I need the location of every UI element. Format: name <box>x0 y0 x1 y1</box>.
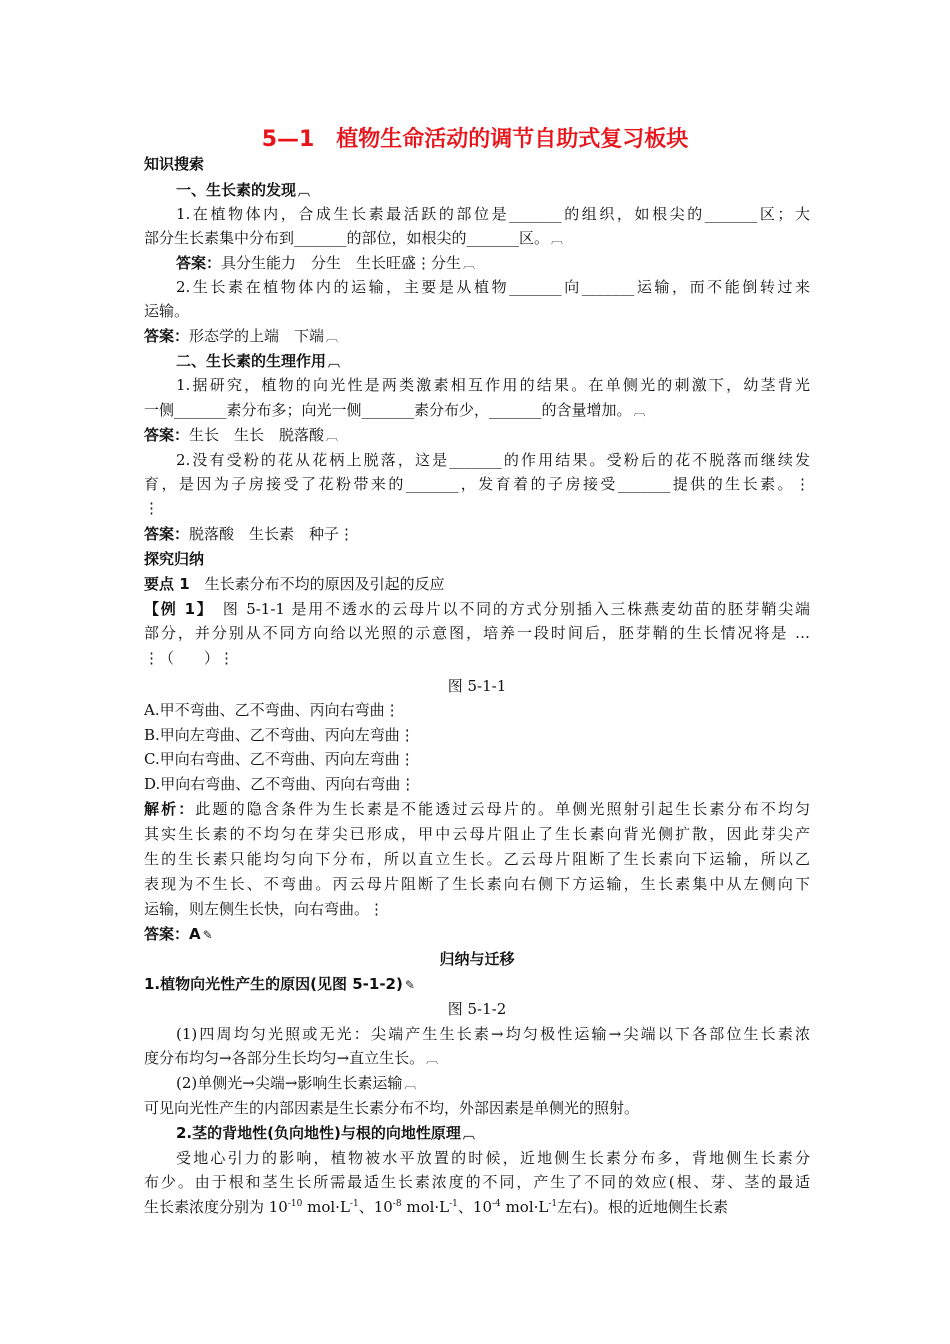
analysis-text: 此题的隐含条件为生长素是不能透过云母片的。单侧光照射引起生长素分布不均匀 <box>195 800 810 818</box>
paragraph-mark-icon: ︹ <box>326 330 339 344</box>
answer-text: 脱落酸 生长素 种子⋮ <box>189 525 355 543</box>
heading-text: 二、生长素的生理作用 <box>176 352 327 370</box>
summary-1-line-1: (1)四周均匀光照或无光：尖端产生生长素→均匀极性运输→尖端以下各部位生长素浓 <box>176 1025 810 1043</box>
answer-4 <box>144 524 810 544</box>
answer-text: 形态学的上端 下端 <box>189 327 325 345</box>
key-point-1 <box>144 574 810 594</box>
answer-label: 答案： <box>144 925 190 943</box>
text-segment: 左右)。根的近地侧生长素 <box>557 1198 728 1216</box>
option-c: C.甲向右弯曲、乙不弯曲、丙向左弯曲⋮ <box>144 750 415 768</box>
answer-1 <box>176 253 810 274</box>
example-1-line-2: 部分，并分别从不同方向给以光照的示意图，培养一段时间后，胚芽鞘的生长情况将是 … <box>144 624 810 642</box>
paragraph-mark-icon: ︹ <box>463 257 476 271</box>
paragraph-mark-icon: ︹ <box>404 1077 417 1091</box>
answer-label: 答案： <box>144 426 190 444</box>
summary-1-line-2 <box>144 1048 810 1069</box>
question-3-line-1: 1.据研究，植物的向光性是两类激素相互作用的结果。在单侧光的刺激下，幼茎背光 <box>176 376 810 394</box>
paragraph-mark-icon: ︹ <box>426 1052 439 1066</box>
answer-3 <box>144 425 810 446</box>
example-1-line-3: ⋮（ ）⋮ <box>144 649 235 667</box>
heading-auxin-function <box>176 351 810 372</box>
paragraph-mark-icon: ︹ <box>326 429 339 443</box>
wave-mark-icon: ✎ <box>202 928 213 942</box>
text-segment: mol·L <box>500 1198 549 1216</box>
summary-2-line-2: 布少。由于根和茎生长所需最适生长素浓度的不同，产生了不同的效应(根、芽、茎的最适 <box>144 1173 810 1191</box>
question-2-line-2: 运输。 <box>144 302 190 320</box>
question-4-line-3: ⋮ <box>144 499 159 517</box>
answer-label: 答案： <box>144 525 190 543</box>
paragraph-mark-icon: ︹ <box>328 355 341 369</box>
summary-text: (2)单侧光→尖端→影响生长素运输 <box>176 1074 403 1092</box>
question-1-line-2 <box>144 228 810 249</box>
analysis-line-2: 其实生长素的不均匀在芽尖已形成，甲中云母片阻止了生长素向背光侧扩散，因此芽尖产 <box>144 825 810 843</box>
summary-heading-2 <box>176 1123 810 1144</box>
text-segment: 、10 <box>358 1198 393 1216</box>
wave-mark-icon: ✎ <box>404 978 415 992</box>
figure-caption-5-1-1: 图 5-1-1 <box>447 677 507 695</box>
answer-2 <box>144 326 810 347</box>
answer-text: 生长 生长 脱落酸 <box>189 426 325 444</box>
exponent: -1 <box>449 1199 458 1209</box>
analysis-line-4: 表现为不生长、不弯曲。丙云母片阻断了生长素向右侧下方运输，生长素集中从左侧向下 <box>144 875 810 893</box>
answer-label: 答案： <box>144 327 190 345</box>
answer-label: 答案： <box>176 254 222 272</box>
summary-2-line-1: 受地心引力的影响，植物被水平放置的时候，近地侧生长素分布多，背地侧生长素分 <box>176 1149 810 1167</box>
answer-text: 具分生能力 分生 生长旺盛⋮分生 <box>221 254 462 272</box>
summary-2-line-3 <box>144 1197 810 1217</box>
option-a: A.甲不弯曲、乙不弯曲、丙向右弯曲⋮ <box>144 701 400 719</box>
question-4-line-1: 2.没有受粉的花从花柄上脱落，这是_______的作用结果。受粉后的花不脱落而继续发 <box>176 451 810 469</box>
example-1-line-1 <box>144 599 810 619</box>
heading-text: 2.茎的背地性(负向地性)与根的向地性原理 <box>176 1124 461 1142</box>
text-segment: 、10 <box>457 1198 493 1216</box>
summary-heading-1 <box>144 974 810 995</box>
key-point-text: 生长素分布不均的原因及引起的反应 <box>189 575 445 593</box>
exponent: -4 <box>492 1199 501 1209</box>
text-segment: mol·L <box>302 1198 350 1216</box>
paragraph-mark-icon: ︹ <box>633 404 646 418</box>
question-3-line-2 <box>144 400 810 421</box>
question-1-text: 部分生长素集中分布到_______的部位，如根尖的_______区。 <box>144 229 550 247</box>
option-b: B.甲向左弯曲、乙不弯曲、丙向左弯曲⋮ <box>144 726 415 744</box>
key-point-label: 要点 1 <box>144 575 190 593</box>
heading-text: 一、生长素的发现 <box>176 181 297 199</box>
example-label: 【例 1】 <box>144 600 207 618</box>
option-d: D.甲向右弯曲、乙不弯曲、丙向右弯曲⋮ <box>144 775 416 793</box>
summary-1-line-4: 可见向光性产生的内部因素是生长素分布不均，外部因素是单侧光的照射。 <box>144 1099 640 1117</box>
exponent: -8 <box>392 1199 402 1209</box>
question-2-line-1: 2.生长素在植物体内的运输，主要是从植物_______向_______运输，而不能倒转过来 <box>176 278 810 296</box>
analysis-line-1 <box>144 799 810 819</box>
question-1-line-1: 1.在植物体内，合成生长素最活跃的部位是_______的组织，如根尖的_______区；大 <box>176 205 810 223</box>
analysis-line-5: 运输，则左侧生长快，向右弯曲。⋮ <box>144 900 385 918</box>
paragraph-mark-icon: ︹ <box>298 184 311 198</box>
section-summary: 归纳与迁移 <box>439 950 515 968</box>
paragraph-mark-icon: ︹ <box>551 232 564 246</box>
question-3-text: 一侧_______素分布多；向光一侧_______素分布少，_______的含量增加。 <box>144 401 632 419</box>
analysis-label: 解析： <box>144 800 196 818</box>
answer-5 <box>144 924 810 945</box>
question-4-line-2: 育，是因为子房接受了花粉带来的_______，发育着的子房接受_______提供的生长素。⋮ <box>144 475 810 493</box>
page-title: 5—1 植物生命活动的调节自助式复习板块 <box>261 127 689 152</box>
exponent: -1 <box>548 1199 558 1209</box>
summary-1-line-3 <box>176 1073 810 1094</box>
example-text: 图 5-1-1 是用不透水的云母片以不同的方式分别插入三株燕麦幼苗的胚芽鞘尖端 <box>206 600 810 618</box>
summary-text: 度分布均匀→各部分生长均匀→直立生长。 <box>144 1049 425 1067</box>
heading-auxin-discovery <box>176 180 810 201</box>
heading-text: 1.植物向光性产生的原因(见图 5-1-2) <box>144 975 403 993</box>
section-knowledge-search: 知识搜索 <box>144 155 205 173</box>
text-segment: 生长素浓度分别为 10 <box>144 1198 288 1216</box>
paragraph-mark-icon: ︹ <box>462 1127 475 1141</box>
answer-text: A <box>189 925 201 943</box>
exponent: -1 <box>349 1199 359 1209</box>
text-segment: mol·L <box>401 1198 450 1216</box>
section-explore: 探究归纳 <box>144 550 205 568</box>
figure-caption-5-1-2: 图 5-1-2 <box>447 1000 507 1018</box>
analysis-line-3: 生的生长素只能均匀向下分布，所以直立生长。乙云母片阻断了生长素向下运输，所以乙 <box>144 850 810 868</box>
exponent: -10 <box>287 1199 303 1209</box>
